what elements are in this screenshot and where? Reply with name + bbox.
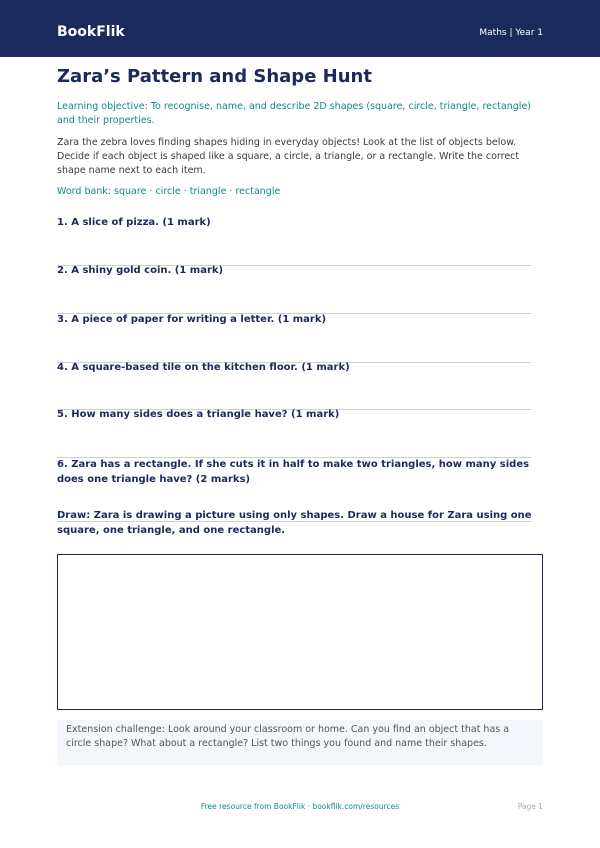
question-1: 1. A slice of pizza. (1 mark)	[57, 217, 211, 228]
question-6: 6. Zara has a rectangle. If she cuts it in half to make two triangles, how many sides does one triangle have? (2 marks)	[57, 459, 530, 485]
question-3: 3. A piece of paper for writing a letter. (1 mark)	[57, 314, 327, 325]
page-header	[0, 0, 600, 57]
drawing-box[interactable]	[57, 554, 543, 710]
intro-text: Zara the zebra loves finding shapes hiding in everyday objects! Look at the list of objects below. Decide if each object is shaped like a square, a circle, a triangle, or a rectangle. Write the correct shape name next to each item.	[57, 137, 520, 176]
brand-logo[interactable]: BookFlik	[57, 24, 125, 40]
page-number: Page 1	[517, 802, 543, 811]
page-title: Zara’s Pattern and Shape Hunt	[57, 66, 372, 87]
footer-credit[interactable]: Free resource from BookFlik · bookflik.com/resources	[200, 802, 400, 811]
question-5: 5. How many sides does a triangle have? (1 mark)	[57, 409, 340, 420]
question-2: 2. A shiny gold coin. (1 mark)	[57, 265, 224, 276]
extension-challenge	[57, 720, 543, 765]
subject-year-label: Maths | Year 1	[479, 28, 543, 38]
question-4: 4. A square-based tile on the kitchen floor. (1 mark)	[57, 362, 350, 373]
learning-objective: Learning objective: To recognise, name, and describe 2D shapes (square, circle, triangle, rectangle) and their properties.	[57, 101, 531, 126]
word-bank: Word bank: square · circle · triangle · rectangle	[57, 186, 281, 197]
extension-text: Extension challenge: Look around your classroom or home. Can you find an object that has a circle shape? What about a rectangle? List two things you found and name their shapes.	[66, 724, 510, 749]
draw-prompt: Draw: Zara is drawing a picture using only shapes. Draw a house for Zara using one square, one triangle, and one rectangle.	[57, 510, 532, 536]
